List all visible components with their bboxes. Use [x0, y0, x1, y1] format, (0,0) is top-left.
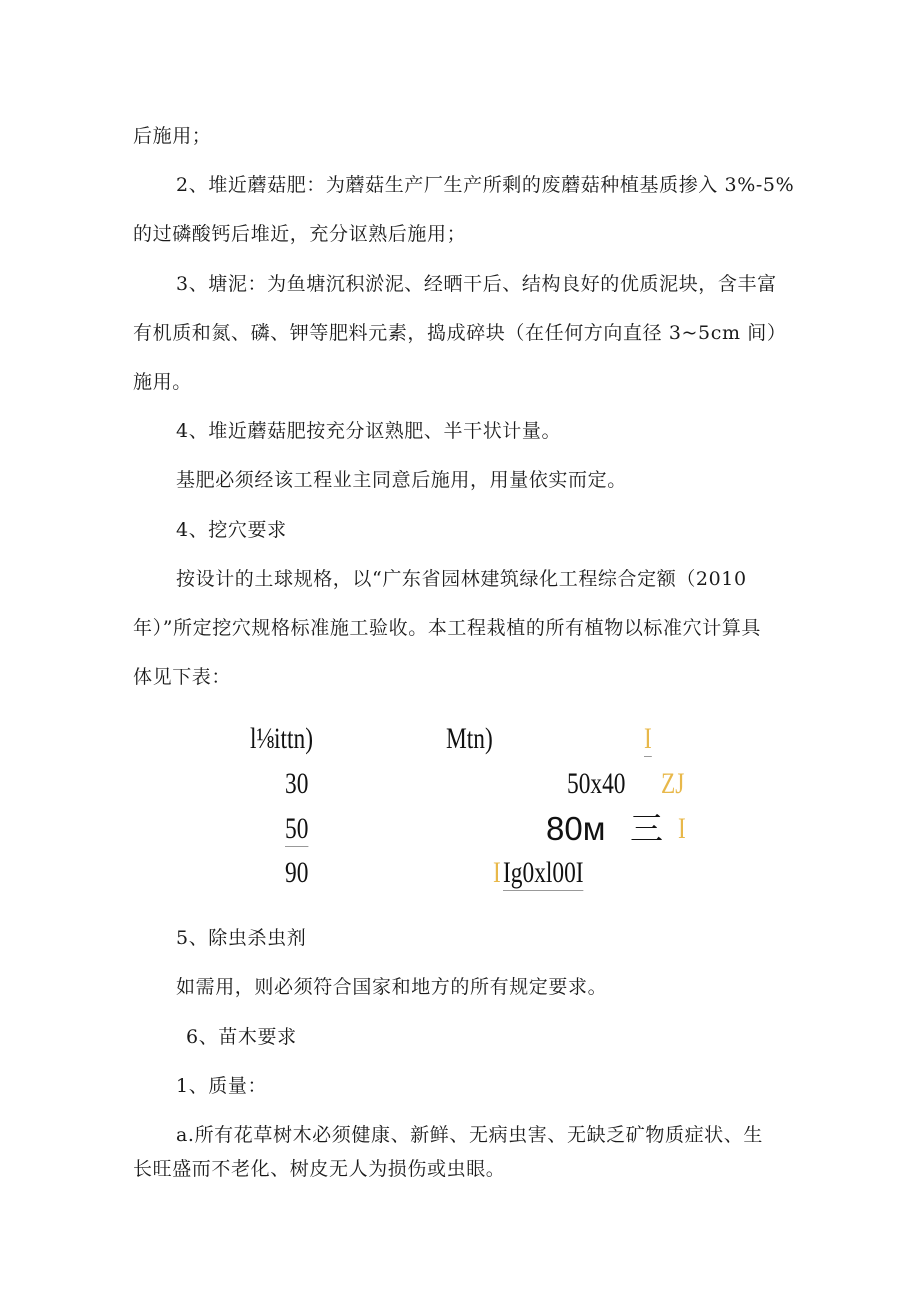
text-line: 施用。: [133, 371, 192, 393]
text-line: 基肥必须经该工程业主同意后施用，用量依实而定。: [176, 469, 627, 491]
text-line: 按设计的土球规格，以“广东省园林建筑绿化工程综合定额（2010: [176, 568, 747, 590]
text-line: 长旺盛而不老化、树皮无人为损伤或虫眼。: [133, 1158, 506, 1180]
row-col2-prefix: I: [493, 856, 501, 889]
text-line: 如需用，则必须符合国家和地方的所有规定要求。: [176, 976, 608, 998]
text-line: a.所有花草树木必须健康、新鲜、无病虫害、无缺乏矿物质症状、生: [176, 1124, 763, 1146]
row-col2-suffix: ZJ: [661, 767, 685, 800]
text-line: 后施用；: [133, 125, 212, 147]
row-col2: Ig0xl00I: [503, 856, 584, 889]
section-heading: 4、挖穴要求: [176, 519, 287, 541]
header-col3: I: [644, 722, 652, 755]
row-col1: 30: [285, 767, 309, 800]
text-line: 有机质和氮、磷、钾等肥料元素，捣成碎块（在任何方向直径 3~5cm 间）: [133, 322, 787, 344]
text-line: 4、堆近蘑菇肥按充分讴熟肥、半干状计量。: [176, 420, 562, 442]
header-col2: Mtn): [446, 722, 493, 755]
row-col1: 50: [285, 812, 309, 845]
text-line: 1、质量：: [176, 1075, 268, 1097]
row-col3: I: [678, 812, 686, 845]
row-col1: 90: [285, 856, 309, 889]
text-line: 体见下表：: [133, 666, 232, 688]
section-heading: 6、苗木要求: [186, 1026, 297, 1048]
row-col2: 80м: [546, 810, 606, 847]
text-line: 年）”所定挖穴规格标准施工验收。本工程栽植的所有植物以标准穴计算具: [133, 617, 762, 639]
row-col2: 50x40: [567, 767, 626, 800]
row-col2-suffix: 三: [630, 810, 663, 847]
text-line: 3、塘泥：为鱼塘沉积淤泥、经晒干后、结构良好的优质泥块，含丰富: [176, 273, 777, 295]
header-col1: l⅛ittn): [250, 722, 314, 755]
section-heading: 5、除虫杀虫剂: [176, 927, 307, 949]
text-line: 2、堆近蘑菇肥：为蘑菇生产厂生产所剩的废蘑菇种植基质掺入 3%-5%: [176, 174, 795, 196]
text-line: 的过磷酸钙后堆近，充分讴熟后施用；: [133, 223, 467, 245]
